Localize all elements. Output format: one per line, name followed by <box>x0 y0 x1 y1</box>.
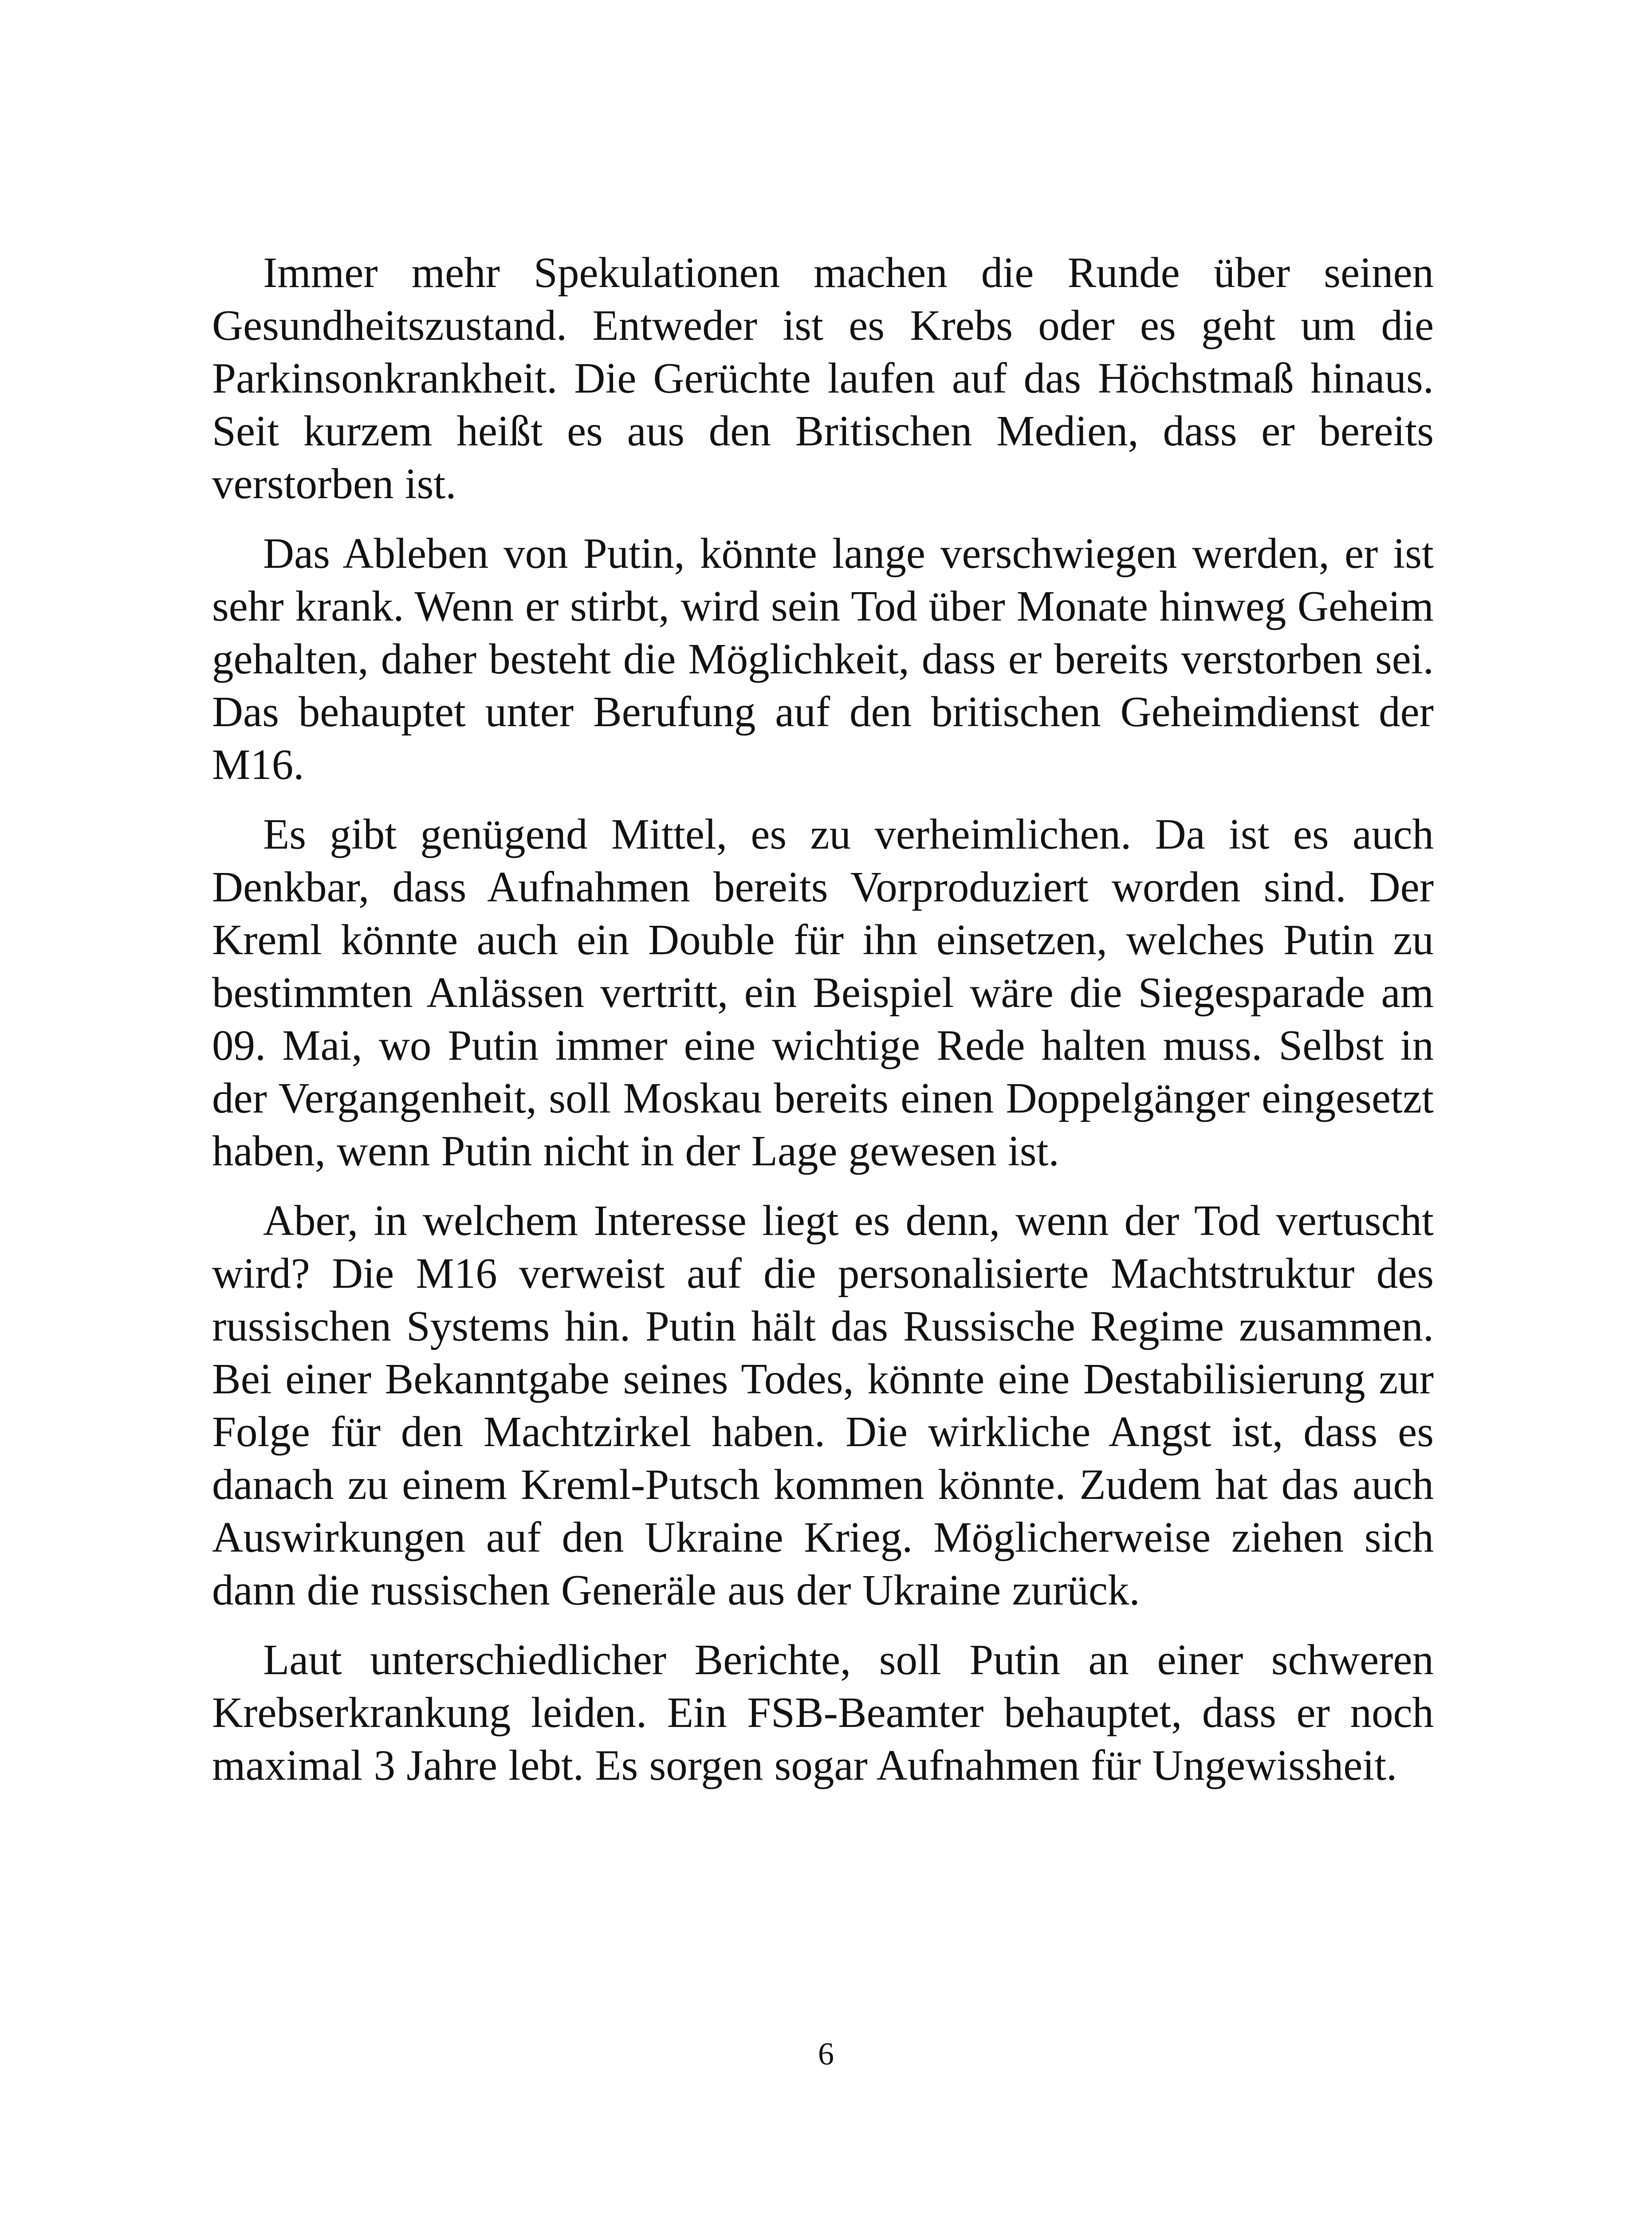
body-text <box>212 246 1434 1809</box>
paragraph-5: Laut unterschiedlicher Berichte, soll Putin an einer schweren Krebserkrankung leiden. Ein FSB-Beamter behauptet, dass er noch maximal 3 Jahre lebt. Es sorgen sogar Aufnahmen für Ungewissheit. <box>212 1636 1434 1789</box>
page-number: 6 <box>818 2036 834 2072</box>
paragraph-3: Es gibt genügend Mittel, es zu verheimlichen. Da ist es auch Denkbar, dass Aufnahmen bereits Vorproduziert worden sind. Der Kreml könnte auch ein Double für ihn einsetzen, welches Putin zu bestimmten Anlässen vertritt, ein Beispiel wäre die Siegesparade am 09. Mai, wo Putin immer eine wichtige Rede halten muss. Selbst in der Vergangenheit, soll Moskau bereits einen Doppelgänger eingesetzt haben, wenn Putin nicht in der Lage gewesen ist. <box>212 810 1434 1175</box>
paragraph-1: Immer mehr Spekulationen machen die Runde über seinen Gesundheitszustand. Entweder ist es Krebs oder es geht um die Parkinsonkrankheit. Die Gerüchte laufen auf das Höchstmaß hinaus. Seit kurzem heißt es aus den Britischen Medien, dass er bereits verstorben ist. <box>212 249 1434 507</box>
paragraph-2: Das Ableben von Putin, könnte lange verschwiegen werden, er ist sehr krank. Wenn er stirbt, wird sein Tod über Monate hinweg Geheim gehalten, daher besteht die Möglichkeit, dass er bereits verstorben sei. Das behauptet unter Berufung auf den britischen Geheimdienst der M16. <box>212 530 1434 788</box>
paragraph-4: Aber, in welchem Interesse liegt es denn, wenn der Tod vertuscht wird? Die M16 verweist auf die personalisierte Machtstruktur des russischen Systems hin. Putin hält das Russische Regime zusammen. Bei einer Bekanntgabe seines Todes, könnte eine Destabilisierung zur Folge für den Machtzirkel haben. Die wirkliche Angst ist, dass es danach zu einem Kreml-Putsch kommen könnte. Zudem hat das auch Auswirkungen auf den Ukraine Krieg. Möglicherweise ziehen sich dann die russischen Generäle aus der Ukraine zurück. <box>212 1197 1434 1614</box>
